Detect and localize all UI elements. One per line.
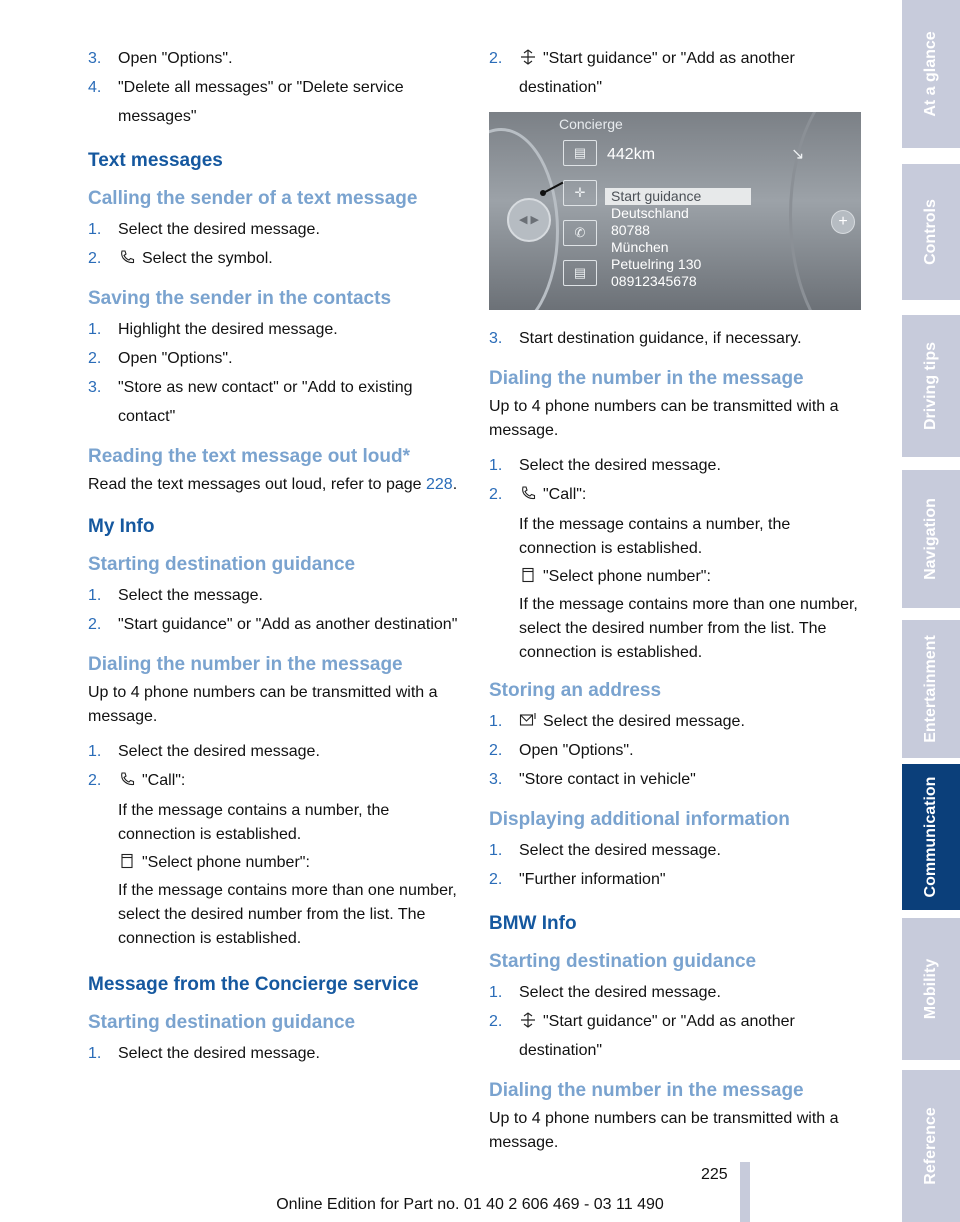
subsection-heading: Saving the sender in the contacts	[88, 288, 392, 309]
address-line: 80788	[611, 222, 650, 238]
envelope-icon	[519, 712, 537, 728]
tab-driving-tips[interactable]: Driving tips	[902, 315, 960, 457]
list-item: 4. "Delete all messages" or "Delete service messages"	[88, 79, 404, 125]
footer-text: Online Edition for Part no. 01 40 2 606 469 - 03 11 490	[276, 1196, 664, 1213]
paragraph: Up to 4 phone numbers can be transmitted with a message.	[489, 1110, 839, 1151]
options-icon	[519, 567, 537, 583]
address-line: Petuelring 130	[611, 256, 702, 272]
section-heading: Text messages	[88, 150, 223, 171]
list-item: 2. "Start guidance" or "Add as another destination"	[88, 616, 458, 633]
subsection-heading: Storing an address	[489, 680, 662, 701]
section-heading: Message from the Concierge service	[88, 974, 419, 995]
left-column	[88, 44, 464, 1068]
subsection-heading: Dialing the number in the message	[489, 1080, 804, 1101]
phone-icon	[519, 485, 537, 501]
list-item: 1. Select the desired message.	[88, 1045, 320, 1062]
screen-title: Concierge	[559, 116, 623, 132]
tab-reference[interactable]: Reference	[902, 1070, 960, 1222]
destination-flag-icon	[519, 49, 537, 65]
list-item: 1. Select the desired message.	[88, 743, 320, 760]
menu-item-start-guidance[interactable]: Start guidance	[605, 188, 751, 205]
list-item: 1. Select the desired message.	[489, 457, 721, 474]
list-item: 3. Open "Options".	[88, 50, 233, 67]
zoom-plus-icon: +	[831, 210, 855, 234]
address-line: München	[611, 239, 669, 255]
list-item: 2. "Start guidance" or "Add as another destination"	[489, 1013, 795, 1059]
concierge-screenshot	[489, 112, 861, 310]
list-item: 2. Open "Options".	[88, 350, 233, 367]
subsection-heading: Starting destination guidance	[88, 1012, 356, 1033]
tab-controls[interactable]: Controls	[902, 164, 960, 300]
step-detail: "Select phone number":	[118, 851, 464, 875]
section-heading: BMW Info	[489, 913, 577, 934]
list-item: 2. Select the symbol.	[88, 250, 273, 267]
list-item: 1. Select the desired message.	[489, 984, 721, 1001]
controller-knob-icon: ◀ ▶	[507, 198, 551, 242]
book-icon: ▤	[563, 140, 597, 166]
destination-flag-icon: ✛	[563, 180, 597, 206]
step-detail: If the message contains a number, the connection is established.	[118, 802, 390, 843]
list-item: 1. Select the desired message.	[489, 842, 721, 859]
options-icon	[118, 853, 136, 869]
tab-navigation[interactable]: Navigation	[902, 470, 960, 608]
subsection-heading: Displaying additional information	[489, 809, 790, 830]
list-item: 2. Open "Options".	[489, 742, 634, 759]
address-line: Deutschland	[611, 205, 689, 221]
book-icon: ▤	[563, 260, 597, 286]
list-item: 1. Select the message.	[88, 587, 263, 604]
subsection-heading: Starting destination guidance	[88, 554, 356, 575]
right-column	[489, 44, 861, 1155]
distance-label: 442km	[607, 146, 656, 163]
list-item: 3. "Store contact in vehicle"	[489, 771, 696, 788]
list-item: 2. "Call":	[489, 486, 587, 503]
paragraph: Read the text messages out loud, refer to page 228.	[88, 476, 458, 493]
subsection-heading: Starting destination guidance	[489, 951, 757, 972]
list-item: 2. "Further information"	[489, 871, 666, 888]
phone-icon: ✆	[563, 220, 597, 246]
page-link[interactable]: 228	[425, 476, 453, 493]
page-number: 225	[701, 1166, 728, 1183]
tab-communication[interactable]: Communication	[902, 764, 960, 910]
subsection-heading: Calling the sender of a text message	[88, 188, 418, 209]
section-heading: My Info	[88, 516, 155, 537]
subsection-heading: Dialing the number in the message	[489, 368, 804, 389]
list-item: 2. "Call":	[88, 772, 186, 789]
tab-at-a-glance[interactable]: At a glance	[902, 0, 960, 148]
step-detail: If the message contains more than one number, select the desired number from the list. The connection is established.	[118, 882, 457, 947]
subsection-heading: Reading the text message out loud*	[88, 446, 410, 467]
list-item: 3. Start destination guidance, if necessary.	[489, 330, 802, 347]
list-item: 1. Highlight the desired message.	[88, 321, 338, 338]
tab-mobility[interactable]: Mobility	[902, 918, 960, 1060]
list-item: 1. Select the desired message.	[489, 713, 745, 730]
step-detail: "Select phone number":	[519, 565, 861, 589]
tab-entertainment[interactable]: Entertainment	[902, 620, 960, 758]
phone-icon	[118, 771, 136, 787]
direction-arrow-icon: ↘	[791, 146, 805, 163]
chapter-tabs	[902, 0, 960, 1222]
list-item: 1. Select the desired message.	[88, 221, 320, 238]
list-item: 3. "Store as new contact" or "Add to existing contact"	[88, 379, 413, 425]
phone-icon	[118, 249, 136, 265]
step-detail: If the message contains a number, the connection is established.	[519, 516, 791, 557]
address-line: 08912345678	[611, 273, 697, 289]
paragraph: Up to 4 phone numbers can be transmitted with a message.	[489, 398, 839, 439]
list-item: 2. "Start guidance" or "Add as another destination"	[489, 50, 795, 96]
destination-flag-icon	[519, 1012, 537, 1028]
subsection-heading: Dialing the number in the message	[88, 654, 403, 675]
paragraph: Up to 4 phone numbers can be transmitted with a message.	[88, 684, 438, 725]
step-detail: If the message contains more than one number, select the desired number from the list. The connection is established.	[519, 596, 858, 661]
